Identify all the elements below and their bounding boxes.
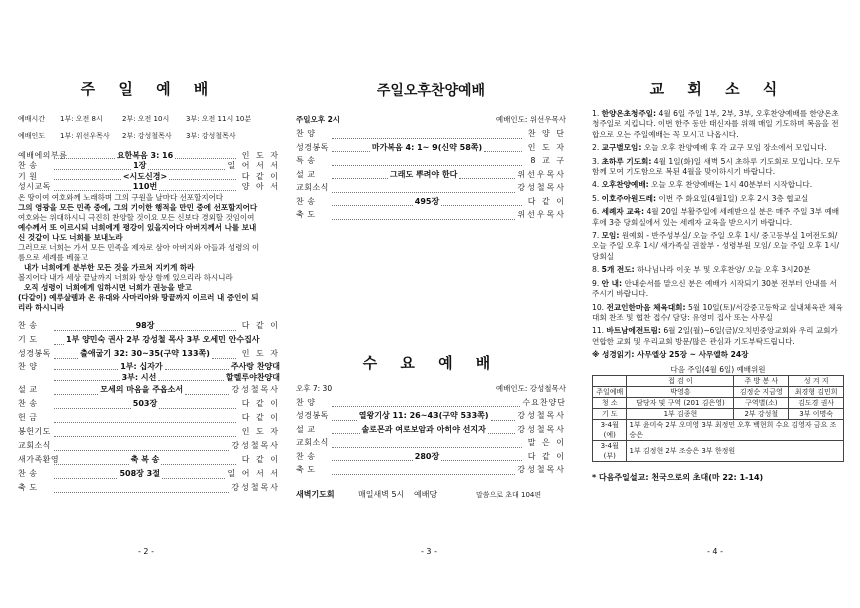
order-row: 성경봉독 마가복음 4: 1~ 9(신약 58쪽) 인 도 자 xyxy=(296,142,567,152)
afternoon-header: 주일오후 2시 예배인도: 위선우목사 xyxy=(296,115,566,124)
order-row: 성경봉독 출애굽기 32: 30~35(구약 133쪽) 인 도 자 xyxy=(18,348,281,358)
order-row: 교회소식 강성철목사 xyxy=(18,440,280,450)
responsive-reading: 온 땅이여 여호와께 노래하며 그의 구원을 날마다 선포할지어다 그의 영광을 모든 민족 중에, 그의 기이한 행적을 만민 중에 선포할지어다 여호와는 위대하시니 극진히 찬양할 것이요 모든 신보다 경외할 것임이여 예수께서 또 이르시되 너희에게 평강이 있을지어다 아버지께서 나를 보내 신 것같이 나도 너희를 보내노라 그러므로 너희는 가서 모든 민족을 제자로 삼아 아버지와 아들과 성령의 이 름으로 세례를 베풀고 내가 너희에게 분부한 모든 것을 가르쳐 지키게 하라 볼지어다 내가 세상 끝날까지 너희와 항상 함께 있으리라 하시니라 오직 성령이 너희에게 임하시면 너희가 권능을 받고 (다같이) 예루살렘과 온 유대와 사마리아와 땅끝까지 이르러 내 증인이 되 리라 하시니라 xyxy=(18,192,260,312)
order-row: 축 도 강성철목사 xyxy=(296,465,566,474)
order-row: 축 도 강성철목사 xyxy=(18,482,280,492)
table-row: 주일예배 박영흥 김정순 지금영 최경형 김민희 xyxy=(593,386,844,397)
page-4 xyxy=(592,0,844,608)
next-week-title: 다음 주일(4월 6일) 예배위원 xyxy=(670,364,766,374)
wednesday-order xyxy=(296,396,566,477)
order-row: 기 원 <시도신경> 다 같 이 xyxy=(18,171,281,181)
order-row: 헌 금 다 같 이 xyxy=(18,412,280,422)
table-row: 접 검 이 주 방 봉 사 성 겨 지 xyxy=(593,375,844,386)
order-row: 특 송 8 교 구 xyxy=(296,156,566,165)
order-row: 기 도 1부 양민숙 권사 2부 강성철 목사 3부 오세민 안수집사 xyxy=(18,334,260,344)
wednesday-header: 오후 7: 30 예배인도: 강성철목사 xyxy=(296,383,566,393)
page-number: - 2 - xyxy=(138,547,154,556)
order-row: 찬 양 찬 양 단 xyxy=(296,129,566,138)
header-row-leader: 예배인도 1부: 위선우목사 2부: 강성철목사 3부: 강성철목사 xyxy=(18,132,236,140)
order-row: 찬 양 수요찬양단 xyxy=(296,397,566,407)
news-item: 5. 이호주아원드레: 이번 주 화요일(4월1일) 오후 2시 3층 협교실 xyxy=(592,193,809,203)
next-sermon: * 다음주일설교: 천국으로의 초대(마 22: 1-14) xyxy=(592,472,764,482)
order-row: 축 도 위선우목사 xyxy=(296,210,566,219)
news-list xyxy=(592,109,844,347)
order-row: 3부: 시선 할렐루야찬양대 xyxy=(18,372,280,383)
table-row: 청 소 담당자 및 구역 (201 김은영) 구역별(소) 김도경 권사 xyxy=(593,397,844,408)
news-item: 2. 교구별모임: 오늘 오후 찬양예배 후 각 교구 모임 장소에서 모입니다. xyxy=(592,143,827,153)
order-row: 찬 양 1부: 십자가 주사랑 찬양대 xyxy=(18,361,280,371)
page-2 xyxy=(18,0,280,608)
news-item: 7. 모임: 원예회 - 반주성부실/ 오늘 주일 오후 1시/ 중고등부실 1여전도회/ 오늘 주일 오후 1시/ 새가족실 권찰부 - 성령부원 모임/ 오늘 주일 오후 1시/ 당회실 xyxy=(592,231,840,261)
order-row: 성시교독 110번 양 아 서 xyxy=(18,182,280,192)
page-3 xyxy=(296,0,566,608)
news-item: 8. 5개 전도: 하나님나라 이웃 부 및 오후찬양/ 오늘 오후 3시20분 xyxy=(592,265,811,275)
sunday-service-title: 주 일 예 배 xyxy=(80,80,218,98)
volunteer-table xyxy=(592,375,844,462)
service-order-1 xyxy=(18,151,280,193)
order-row: 봉헌기도 인 도 자 xyxy=(18,426,280,436)
order-row: 예배에의부름 요한복음 3: 16 인 도 자 xyxy=(18,151,281,160)
header-row-time: 예배시간 1부: 오전 8시 2부: 오전 10시 3부: 오전 11시 10분 xyxy=(18,115,252,123)
order-row: 교회소식 강성철목사 xyxy=(296,183,566,192)
news-item: 10. 전교인한마음 체육대회: 5월 10일(토)/서강중고등학교 실내체육관 체육대회 찬조 및 협찬 접수/ 담당: 유영미 집사 또는 사무실 xyxy=(592,302,843,322)
order-row: 설 교 그래도 뿌려야 한다 위선우목사 xyxy=(296,169,567,179)
afternoon-order xyxy=(296,127,566,222)
page-number: - 3 - xyxy=(421,547,437,556)
order-row: 교회소식 말 은 이 xyxy=(296,438,566,447)
news-item: 6. 세례자 교육: 4월 20일 부활주일에 세례받으실 분은 매주 주일 3부 예배 후에 3층 당회실에서 있는 세례자 교육을 받으시기 바랍니다. xyxy=(592,207,840,227)
order-row: 새가족환영 축 복 송 다 같 이 xyxy=(18,454,281,464)
order-row: 찬 송 1장 일 어 서 서 xyxy=(18,161,280,171)
service-header xyxy=(18,111,280,145)
afternoon-service-title: 주일오후찬양예배 xyxy=(376,83,486,99)
order-row: 설 교 모세의 마음을 주옵소서 강성철목사 xyxy=(18,384,280,394)
order-row: 찬 송 98장 다 같 이 xyxy=(18,320,280,330)
news-item: 9. 안 내: 안내순서를 맡으신 분은 예배가 시작되기 30분 전부터 안내를 서주시기 바랍니다. xyxy=(592,278,837,299)
order-row: 성경봉독 열왕기상 11: 26~43(구약 533쪽) 강성철목사 xyxy=(296,411,566,420)
order-row: 찬 송 495장 다 같 이 xyxy=(296,196,566,206)
bible-reading: ※ 성경읽기: 사무엘상 25장 ~ 사무엘하 24장 xyxy=(592,350,749,360)
page-number: - 4 - xyxy=(707,547,723,556)
news-item: 4. 오후찬양예배: 오늘 오후 찬양예배는 1시 40분부터 시작합니다. xyxy=(592,180,813,190)
news-item: 11. 바트남에전트림: 6월 2일(월)~6일(금)/오치빈중앙교회와 우리 교회가 연합한 교회 및 우리교회 방문/많은 관심과 기도부탁드립니다. xyxy=(592,326,838,346)
wednesday-service-title: 수 요 예 배 xyxy=(362,353,500,372)
order-row: 찬 송 508장 3절 일 어 서 서 xyxy=(18,468,280,478)
table-row: 3-4월(예) 1부 윤미숙 2부 오미영 3부 최정민 오후 백현희 수요 김영자 금요 조승은 xyxy=(593,419,844,440)
table-row: 3-4월(부) 1부 김정현 2부 조승은 3부 한정원 xyxy=(593,440,844,461)
service-order-2 xyxy=(18,319,280,495)
order-row: 찬 송 503장 다 같 이 xyxy=(18,398,280,408)
dawn-prayer: 새벽기도회 매일새벽 5시 예배당 말씀으로 초대 104편 xyxy=(296,489,542,499)
order-row: 찬 송 280장 다 같 이 xyxy=(296,451,566,461)
church-news-title: 교 회 소 식 xyxy=(649,80,787,98)
news-item: 1. 한양온초청주일: 4월 6일 주일 1부, 2부, 3부, 오후찬양예배를 한양온초청주일로 지킵니다. 이번 한주 동안 태신자를 위해 매일 기도하며 복음을 전합으로 오는 주일예배는 꼭 모시고 나옵시다. xyxy=(592,109,839,139)
order-row: 설 교 솔로몬과 여로보암과 아히야 선지자 강성철목사 xyxy=(296,424,567,434)
news-item: 3. 초하루 기도회: 4월 1일(화)일 새벽 5시 초하루 기도회로 모입니다. 모두 함께 모여 기도함으로 복된 4월을 맞이하시기 바랍니다. xyxy=(592,156,841,177)
table-row: 기 도 1부 김종현 2부 강성철 3부 이명숙 xyxy=(593,408,844,419)
